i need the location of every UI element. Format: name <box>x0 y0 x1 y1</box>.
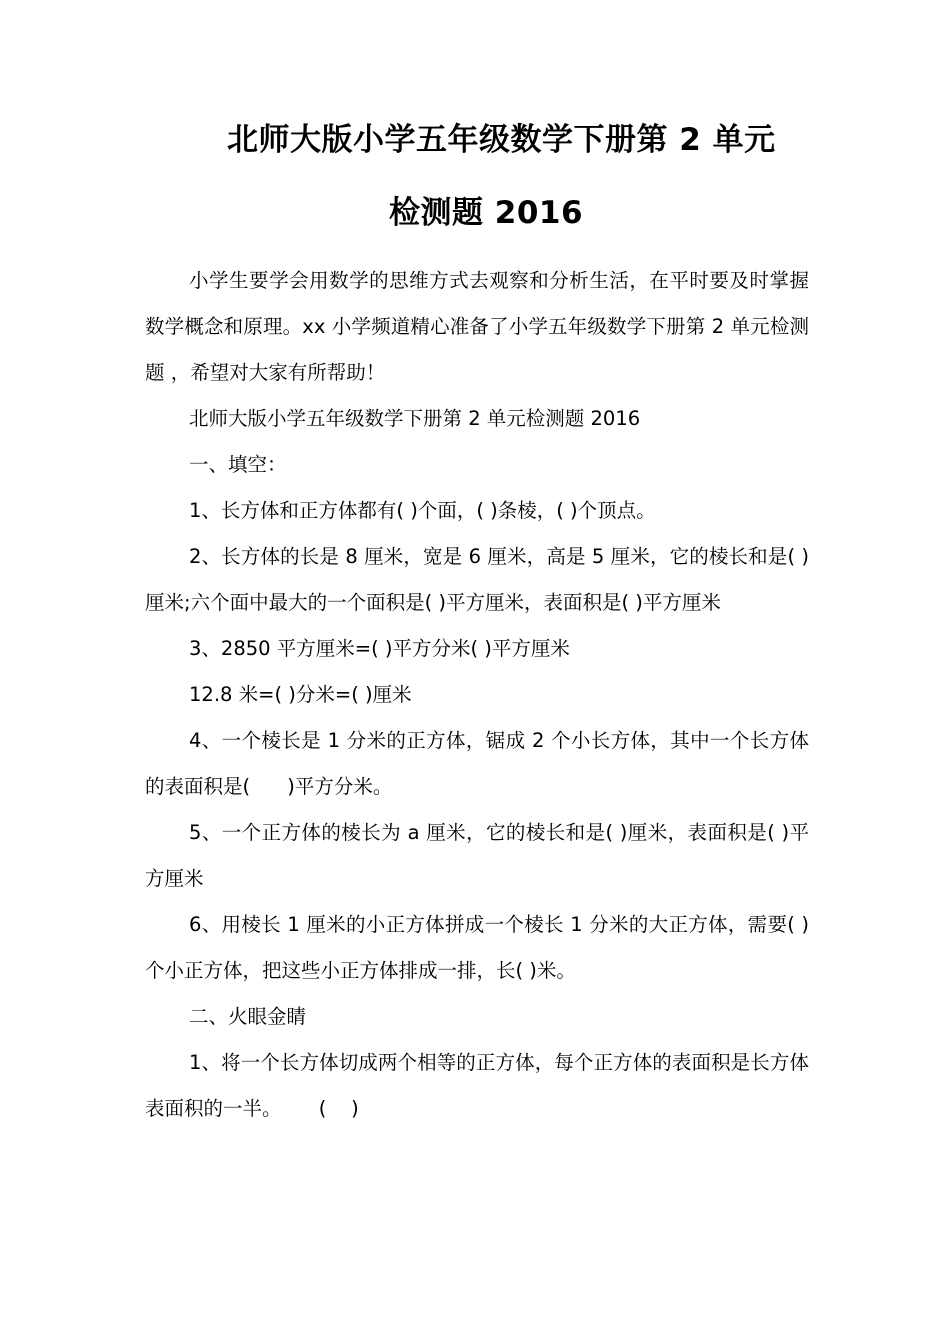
question-paragraph: 6、用棱长 1 厘米的小正方体拼成一个棱长 1 分米的大正方体，需要( )个小正方体，把这些小正方体排成一排，长( )米。 <box>145 913 809 982</box>
intro-paragraph: 小学生要学会用数学的思维方式去观察和分析生活，在平时要及时掌握数学概念和原理。xx 小学频道精心准备了小学五年级数学下册第 2 单元检测题 ，希望对大家有所帮助！ <box>145 269 809 384</box>
question-paragraph: 5、一个正方体的棱长为 a 厘米，它的棱长和是( )厘米，表面积是( )平方厘米 <box>145 821 809 890</box>
question-paragraph: 4、一个棱长是 1 分米的正方体，锯成 2 个小长方体，其中一个长方体的表面积是( )平方分米。 <box>145 729 809 798</box>
question-paragraph: 1、长方体和正方体都有( )个面，( )条棱，( )个顶点。 <box>189 499 656 522</box>
document-title-line-1: 北师大版小学五年级数学下册第 2 单元 <box>227 122 776 158</box>
subtitle-paragraph: 北师大版小学五年级数学下册第 2 单元检测题 2016 <box>189 407 641 430</box>
question-paragraph: 2、长方体的长是 8 厘米，宽是 6 厘米，高是 5 厘米，它的棱长和是( )厘米;六个面中最大的一个面积是( )平方厘米，表面积是( )平方厘米 <box>145 545 809 614</box>
document-body <box>145 258 809 1132</box>
question-paragraph: 1、将一个长方体切成两个相等的正方体，每个正方体的表面积是长方体表面积的一半。 ( ) <box>145 1051 809 1120</box>
document-title-line-2: 检测题 2016 <box>389 195 584 231</box>
question-paragraph: 3、2850 平方厘米=( )平方分米( )平方厘米 <box>189 637 570 660</box>
section-heading-judgement: 二、火眼金睛 <box>189 1005 307 1028</box>
question-paragraph: 12.8 米=( )分米=( )厘米 <box>189 683 412 706</box>
section-heading-fill-in: 一、填空： <box>189 453 287 476</box>
